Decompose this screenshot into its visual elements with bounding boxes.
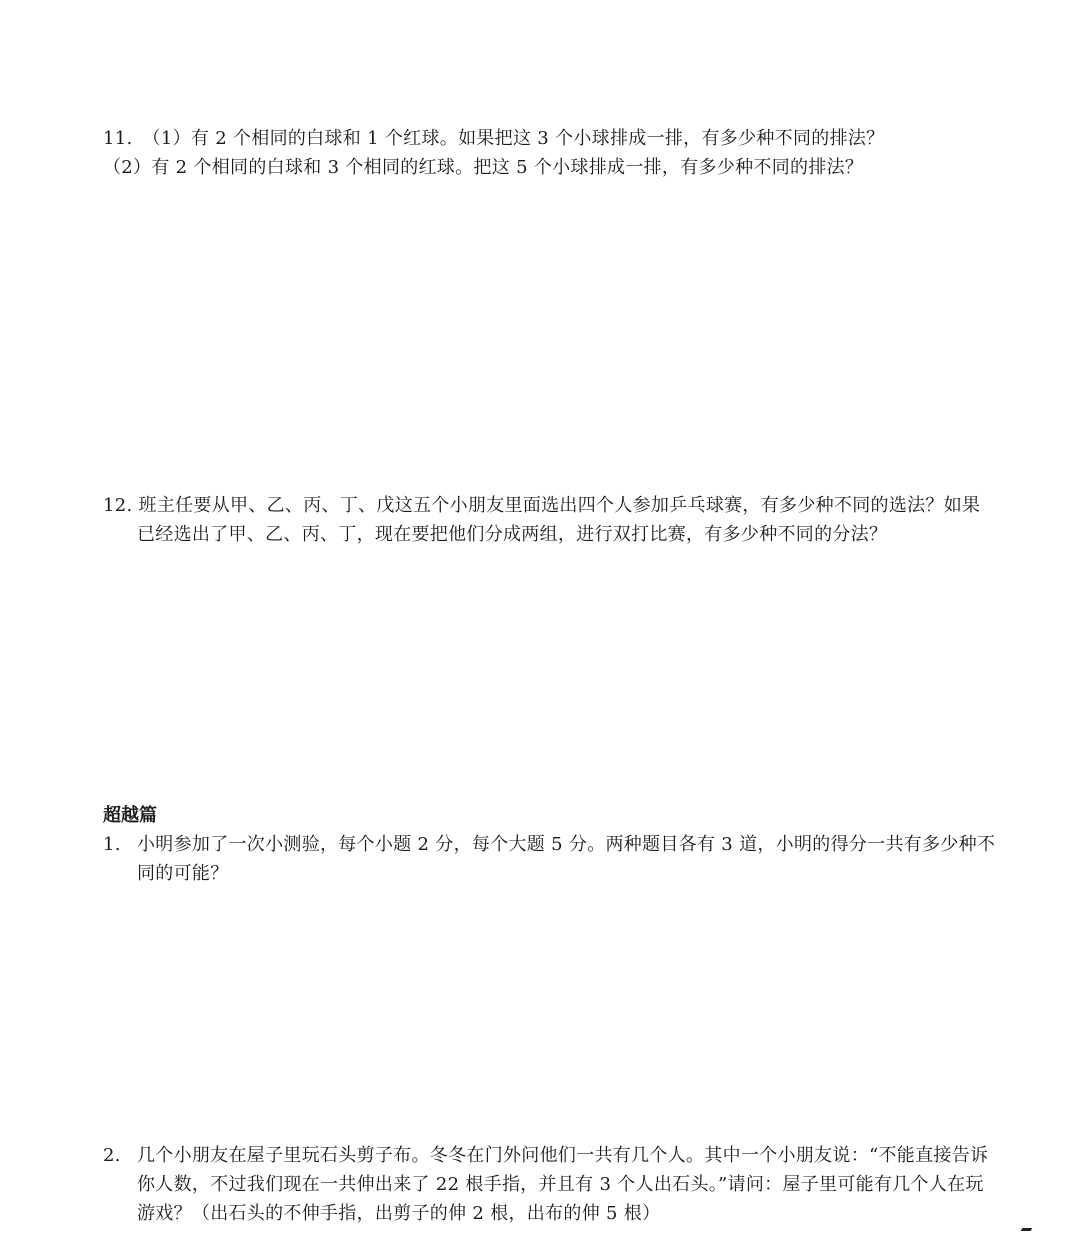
section-question-1-number: 1. <box>103 834 121 855</box>
question-11-part-2: （2）有 2 个相同的白球和 3 个相同的红球。把这 5 个小球排成一排，有多少种不同的排法？ <box>103 157 864 178</box>
section-question-1-line-2: 同的可能？ <box>137 863 229 884</box>
section-question-2-number: 2. <box>103 1145 121 1166</box>
question-11-part-1-text: （1）有 2 个相同的白球和 1 个红球。如果把这 3 个小球排成一排，有多少种不同的排法？ <box>142 128 885 149</box>
page-corner-mark <box>1018 1228 1033 1236</box>
question-12-line-2: 已经选出了甲、乙、丙、丁，现在要把他们分成两组，进行双打比赛，有多少种不同的分法？ <box>137 524 888 545</box>
question-12-number: 12. <box>103 495 133 516</box>
section-question-1-line-1-text: 小明参加了一次小测验，每个小题 2 分，每个大题 5 分。两种题目各有 3 道，小明的得分一共有多少种不 <box>137 834 996 855</box>
section-question-2-line-1 <box>103 1142 988 1170</box>
section-question-2-line-1-text: 几个小朋友在屋子里玩石头剪子布。冬冬在门外问他们一共有几个人。其中一个小朋友说：“不能直接告诉 <box>137 1145 989 1166</box>
question-11-number: 11. <box>103 128 133 149</box>
section-question-2-line-2: 你人数，不过我们现在一共伸出来了 22 根手指，并且有 3 个人出石头。”请问：屋子里可能有几个人在玩 <box>137 1174 984 1195</box>
section-title: 超越篇 <box>103 805 157 826</box>
section-question-1-line-1 <box>103 831 995 859</box>
question-11-part-1 <box>103 125 884 153</box>
section-question-2-line-3: 游戏？（出石头的不伸手指，出剪子的伸 2 根，出布的伸 5 根） <box>137 1203 661 1224</box>
question-12-line-1 <box>103 492 980 520</box>
question-12-line-1-text: 班主任要从甲、乙、丙、丁、戊这五个小朋友里面选出四个人参加乒乓球赛，有多少种不同的选法？如果 <box>138 495 981 516</box>
